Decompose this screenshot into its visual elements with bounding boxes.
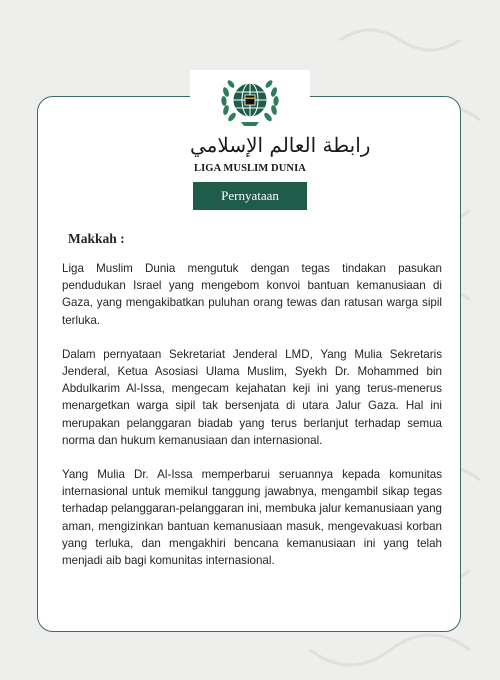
globe-laurel-emblem-icon <box>217 70 283 128</box>
paragraph-2: Dalam pernyataan Sekretariat Jenderal LMD, Yang Mulia Sekretaris Jenderal, Ketua Asosiasi Ulama Muslim, Syekh Dr. Mohammed bin Abdulkarim Al-Issa, mengecam kejahatan keji ini yang terus-menerus menargetkan warga sipil tak bersenjata di utara Jalur Gaza. Hal ini merupakan pelanggaran biadab yang terus berlanjut terhadap semua norma dan hukum kemanusiaan dan internasional. <box>62 347 442 447</box>
organization-name-arabic: رابطة العالم الإسلامي <box>190 133 371 157</box>
dateline: Makkah : <box>68 231 125 246</box>
statement-body <box>62 230 442 586</box>
header <box>190 70 371 218</box>
paragraph-3: Yang Mulia Dr. Al-Issa memperbarui seruannya kepada komunitas internasional untuk memikul tanggung jawabnya, mengambil sikap tegas terhadap pelanggaran-pelanggaran ini, membuka jalur kemanusiaan yang aman, mengizinkan bantuan kemanusiaan masuk, mengevakuasi korban yang terluka, dan mengakhiri bencana kemanusiaan ini yang telah menjadi aib bagi komunitas internasional. <box>62 468 442 568</box>
organization-name-latin: LIGA MUSLIM DUNIA <box>194 163 306 174</box>
statement-badge: Pernyataan <box>193 182 307 210</box>
paragraph-1: Liga Muslim Dunia mengutuk dengan tegas tindakan pasukan pendudukan Israel yang mengebom konvoi bantuan kemanusiaan di Gaza, yang mengakibatkan puluhan orang tewas dan ratusan warga sipil terluka. <box>62 262 442 327</box>
